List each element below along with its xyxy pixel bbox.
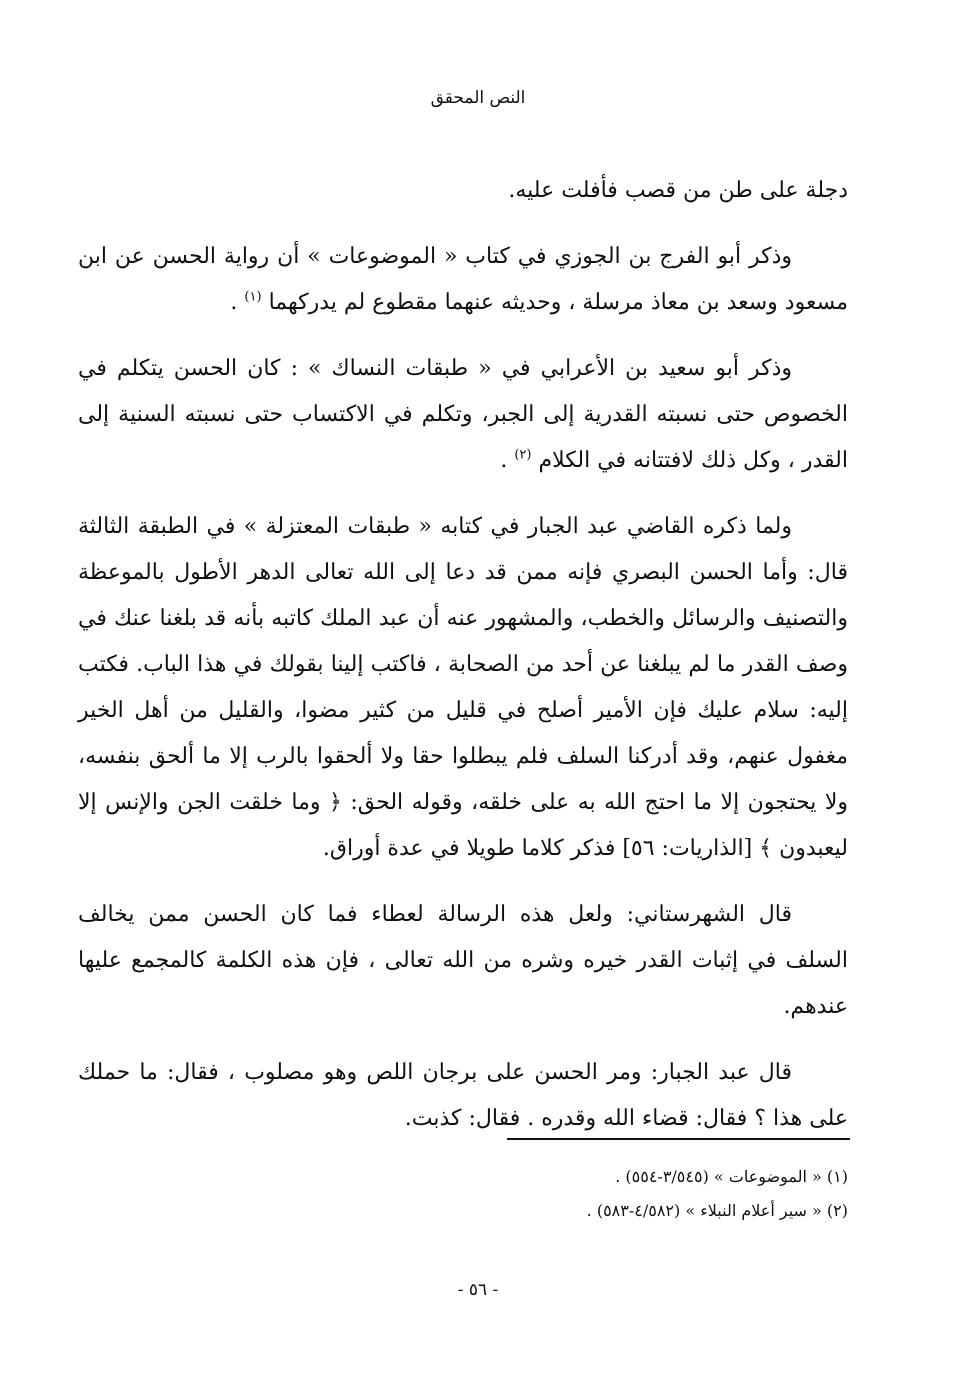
paragraph-4: ولما ذكره القاضي عبد الجبار في كتابه « طبقات المعتزلة » في الطبقة الثالثة قال: وأما الحسن البصري فإنه ممن قد دعا إلى الله تعالى الدهر الأطول بالموعظة والتصنيف والرسائل والخطب، والمشهور عنه أن عبد الملك كاتبه بأنه قد بلغنا عنك في وصف القدر ما لم يبلغنا عن أحد من الصحابة ، فاكتب إلينا بقولك في هذا الباب. فكتب إليه: سلام عليك فإن الأمير أصلح في قليل من كثير مضوا، والقليل من أهل الخير مغفول عنهم، وقد أدركنا السلف فلم يبطلوا حقا ولا ألحقوا بالرب إلا ما ألحق بنفسه، ولا يحتجون إلا ما احتج الله به على خلقه، وقوله الحق: ﴿ وما خلقت الجن والإنس إلا ليعبدون ﴾ [الذاريات: ٥٦] فذكر كلاما طويلا في عدة أوراق.	[78, 514, 848, 861]
main-text	[78, 168, 848, 1162]
paragraph-3-tail: .	[500, 448, 515, 473]
footnote-2: (٢) « سير أعلام النبلاء » (٤/٥٨٢-٥٨٣) .	[586, 1201, 848, 1220]
running-title: النص المحقق	[430, 88, 526, 108]
page-number: - ٥٦ -	[457, 1280, 499, 1300]
paragraph-2-tail: .	[230, 290, 245, 315]
paragraph-3-text: وذكر أبو سعيد بن الأعرابي في « طبقات النساك » : كان الحسن يتكلم في الخصوص حتى نسبته القدرية إلى الجبر، وتكلم في الاكتساب حتى نسبته السنية إلى القدر ، وكل ذلك لافتتانه في الكلام	[78, 356, 848, 473]
paragraph-5: قال الشهرستاني: ولعل هذه الرسالة لعطاء فما كان الحسن ممن يخالف السلف في إثبات القدر خيره وشره من الله تعالى ، فإن هذه الكلمة كالمجمع عليها عندهم.	[78, 902, 848, 1019]
footnote-separator	[507, 1138, 850, 1140]
paragraph-2-text: وذكر أبو الفرج بن الجوزي في كتاب « الموضوعات » أن رواية الحسن عن ابن مسعود وسعد بن معاذ مرسلة ، وحديثه عنهما مقطوع لم يدركهما	[78, 244, 848, 315]
footnotes	[78, 1160, 848, 1228]
paragraph-6: قال عبد الجبار: ومر الحسن على برجان اللص وهو مصلوب ، فقال: ما حملك على هذا ؟ فقال: قضاء الله وقدره . فقال: كذبت.	[78, 1060, 848, 1131]
footnote-ref-2: (٢)	[514, 447, 532, 463]
paragraph-3	[78, 346, 848, 484]
footnote-ref-1: (١)	[244, 289, 262, 305]
paragraph-2	[78, 234, 848, 326]
footnote-1: (١) « الموضوعات » (٣/٥٤٥-٥٥٤) .	[615, 1167, 848, 1186]
paragraph-1: دجلة على طن من قصب فأفلت عليه.	[508, 178, 848, 203]
